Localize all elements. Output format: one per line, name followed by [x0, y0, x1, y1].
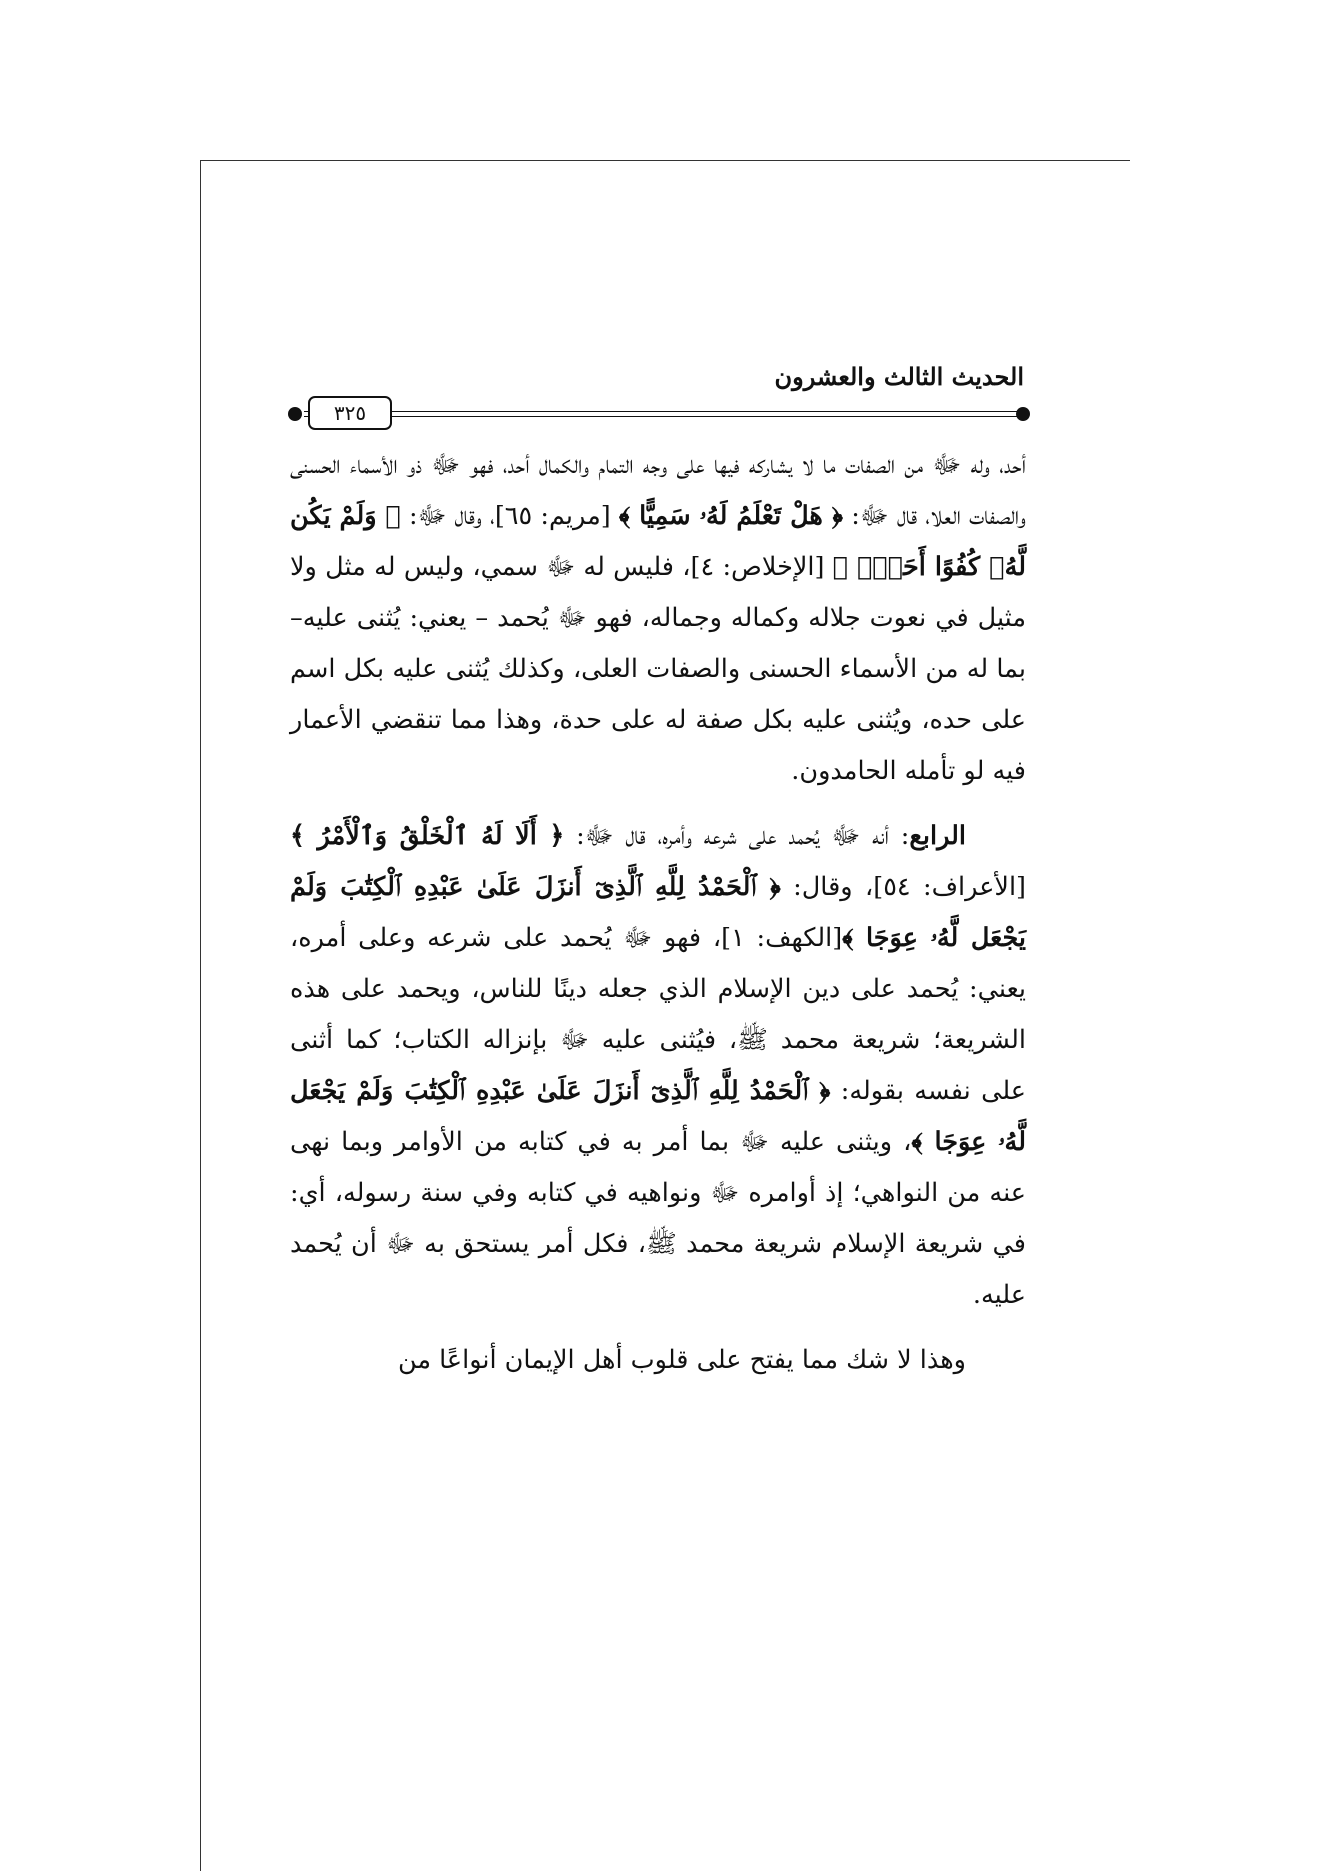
honorific-glyph: ﷻ [623, 923, 653, 953]
honorific-glyph: ﷻ [431, 450, 461, 480]
paragraph-1 [290, 440, 1026, 797]
honorific-glyph: ﷻ [710, 1178, 740, 1208]
text-run: : أنه [860, 821, 910, 851]
honorific-glyph: ﷻ [560, 1025, 589, 1055]
body-text [290, 440, 1026, 1386]
text-run: ، ويثنى عليه [768, 1127, 912, 1157]
text-run: بإنزاله الكتاب؛ كما أثنى على نفسه بقوله: [290, 1025, 1026, 1106]
paragraph-3 [290, 1335, 1026, 1386]
honorific-glyph: ﷻ [557, 603, 587, 633]
text-run: : [400, 501, 418, 531]
text-run: أن يُحمد عليه. [290, 1229, 1026, 1310]
header-rule-second [304, 416, 1022, 417]
rule-end-dot-left [288, 407, 302, 421]
text-run: ونواهيه في كتابه وفي سنة رسوله، أي: في شريعة الإسلام شريعة محمد [290, 1178, 1026, 1259]
paragraph-lead-word: الرابع [909, 821, 967, 851]
text-run: وهذا لا شك مما يفتح على قلوب أهل الإيمان أنواعًا من [397, 1345, 966, 1375]
header-rule [304, 411, 1022, 412]
text-run: أحد، وله [961, 450, 1027, 480]
text-run: [الإخلاص: ٤]، فليس له [575, 552, 833, 582]
text-run: ، فيُثنى عليه [588, 1025, 738, 1055]
text-run: بما أمر به في كتابه من الأوامر وبما نهى عنه من النواهي؛ إذ أوامره [290, 1127, 1026, 1208]
quran-verse: ﴿ هَلْ تَعْلَمُ لَهُۥ سَمِيًّا ﴾ [618, 501, 844, 531]
text-run: [الأعراف: ٥٤]، وقال: [780, 872, 1026, 902]
honorific-glyph: ﷻ [932, 450, 962, 480]
crop-mark-top [200, 160, 1130, 161]
quran-verse: ﴿ أَلَا لَهُ ٱلْخَلْقُ وَٱلْأَمْرُ ﴾ [290, 821, 565, 851]
honorific-glyph: ﷻ [740, 1127, 769, 1157]
text-run: يُحمد على شرعه وعلى أمره، يعني: يُحمد على دين الإسلام الذي جعله دينًا للناس، ويحمد على هذه الشريعة؛ شريعة محمد [290, 923, 1026, 1055]
crop-mark-left [200, 160, 201, 1871]
honorific-glyph: ﷻ [831, 821, 861, 851]
page-header [282, 360, 1030, 426]
text-run: سمي، وليس له مثل ولا مثيل في نعوت جلاله وكماله وجماله، فهو [290, 552, 1027, 633]
quran-verse: ﴿ ٱلْحَمْدُ لِلَّهِ ٱلَّذِىٓ أَنزَلَ عَلَىٰ عَبْدِهِ ٱلْكِتَٰبَ وَلَمْ يَجْعَل لَّهُۥ عِوَجَا ﴾ [290, 1076, 1026, 1157]
paragraph-2 [290, 811, 1026, 1321]
page-number: ٣٢٥ [308, 396, 392, 430]
text-run: يُحمد – يعني: يُثنى عليه– بما له من الأسماء الحسنى والصفات العلى، وكذلك يُثنى عليه بكل اسم على حده، ويُثنى عليه بكل صفة له على حدة، وهذا مما تنقضي الأعمار فيه لو تأمله الحامدون. [290, 603, 1026, 786]
text-run: من الصفات ما لا يشاركه فيها على وجه التمام والكمال أحد، فهو [460, 450, 933, 480]
honorific-glyph: ﷻ [546, 552, 576, 582]
text-run: : [564, 821, 585, 851]
text-run: يُحمد على شرعه وأمره، قال [613, 821, 832, 851]
text-run: [مريم: ٦٥]، وقال [446, 501, 619, 531]
quran-verse: ﴿ ٱلْحَمْدُ لِلَّهِ ٱلَّذِىٓ أَنزَلَ عَلَىٰ عَبْدِهِ ٱلْكِتَٰبَ وَلَمْ يَجْعَل لَّهُۥ عِوَجَا ﴾ [290, 872, 1027, 953]
honorific-glyph: ﷺ [646, 1229, 677, 1259]
running-title: الحديث الثالث والعشرون [774, 362, 1024, 391]
text-run: ذو الأسماء الحسنى والصفات العلا، قال [290, 450, 1026, 531]
quran-verse: ﴿ وَلَمْ يَكُن لَّهُۥ كُفُوًا أَحَدٌۢ ﴾ [290, 501, 1027, 582]
text-run: : [843, 501, 860, 531]
honorific-glyph: ﷻ [859, 501, 889, 531]
rule-end-dot-right [1016, 407, 1030, 421]
honorific-glyph: ﷻ [584, 821, 614, 851]
text-run: ، فكل أمر يستحق به [414, 1229, 647, 1259]
text-run: [الكهف: ١]، فهو [652, 923, 843, 953]
honorific-glyph: ﷻ [386, 1229, 415, 1259]
honorific-glyph: ﷻ [417, 501, 447, 531]
honorific-glyph: ﷺ [737, 1025, 768, 1055]
